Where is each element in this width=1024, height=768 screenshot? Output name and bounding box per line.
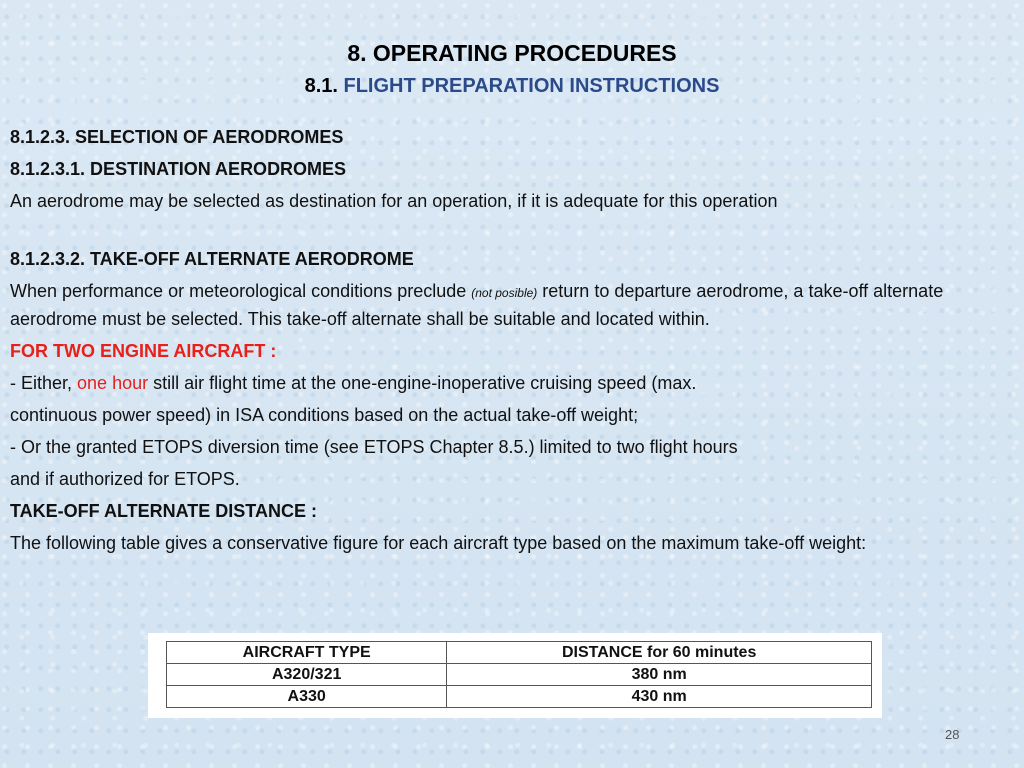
two-engine-heading: FOR TWO ENGINE AIRCRAFT :: [10, 341, 277, 361]
table-row: [167, 686, 872, 708]
slide-subtitle: [0, 75, 1024, 98]
either-text-b: still air flight time at the one-engine-inoperative cruising speed (max.: [148, 373, 697, 393]
table-cell: 380 nm: [447, 664, 872, 686]
either-line: [10, 370, 1014, 396]
section-heading-takeoff-alternate: 8.1.2.3.2. TAKE-OFF ALTERNATE AERODROME: [10, 249, 414, 269]
one-hour-highlight: one hour: [77, 373, 149, 393]
subtitle-number: 8.1.: [304, 75, 338, 97]
table-cell: A320/321: [167, 664, 447, 686]
takeoff-alternate-paragraph: [10, 278, 1014, 332]
section-heading-selection: 8.1.2.3. SELECTION OF AERODROMES: [10, 127, 344, 147]
distance-paragraph: The following table gives a conservative figure for each aircraft type based on the maximum take-off weight:: [10, 533, 867, 553]
table-cell: 430 nm: [447, 686, 872, 708]
either-text-a: - Either,: [10, 373, 78, 393]
distance-table-panel: [148, 633, 882, 718]
table-header-cell: DISTANCE for 60 minutes: [447, 642, 872, 664]
destination-paragraph: An aerodrome may be selected as destination for an operation, if it is adequate for this operation: [10, 191, 778, 211]
table-header-row: [167, 642, 872, 664]
either-line-2: continuous power speed) in ISA conditions based on the actual take-off weight;: [10, 405, 639, 425]
or-line: - Or the granted ETOPS diversion time (see ETOPS Chapter 8.5.) limited to two flight hours: [10, 437, 738, 457]
table-header-cell: AIRCRAFT TYPE: [167, 642, 447, 664]
slide-body: [10, 124, 1014, 556]
not-posible-note: (not posible): [471, 286, 538, 300]
section-heading-destination: 8.1.2.3.1. DESTINATION AERODROMES: [10, 159, 347, 179]
distance-heading: TAKE-OFF ALTERNATE DISTANCE :: [10, 501, 317, 521]
or-line-2: and if authorized for ETOPS.: [10, 469, 240, 489]
subtitle-text: FLIGHT PREPARATION INSTRUCTIONS: [343, 75, 720, 97]
slide-title: 8. OPERATING PROCEDURES: [347, 40, 677, 66]
takeoff-alternate-text-a: When performance or meteorological conditions preclude: [10, 281, 472, 301]
table-row: [167, 664, 872, 686]
table-cell: A330: [167, 686, 447, 708]
takeoff-alternate-text-b: return to departure aerodrome, a take-off alternate aerodrome must be selected. This take-off alternate shall be suitable and located within.: [10, 281, 944, 329]
distance-table: [166, 641, 872, 708]
page-number: 28: [945, 727, 960, 742]
